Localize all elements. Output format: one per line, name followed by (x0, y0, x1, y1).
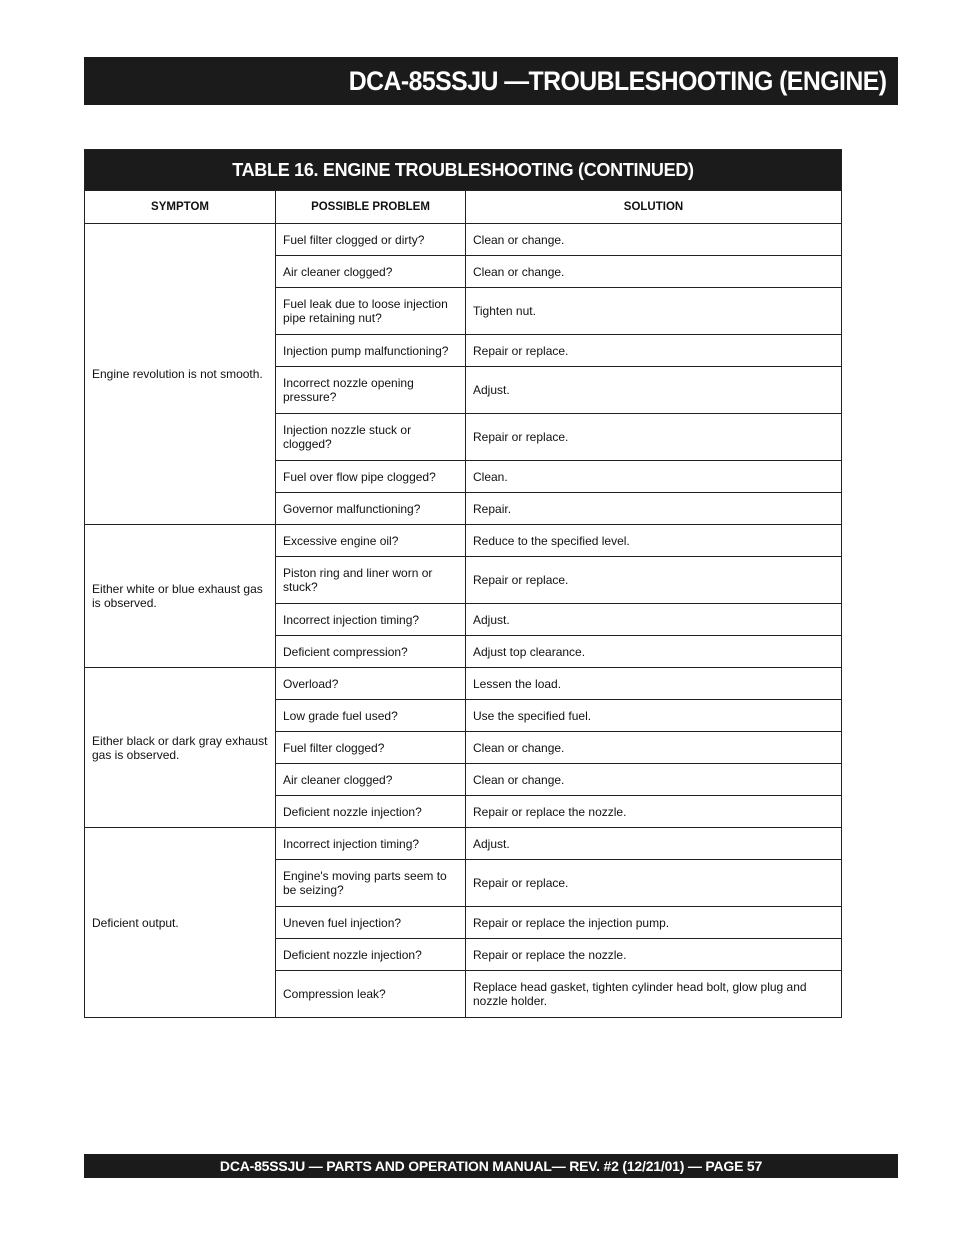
solution-cell: Repair or replace the injection pump. (466, 907, 842, 939)
possible-problem-cell: Uneven fuel injection? (276, 907, 466, 939)
solution-cell: Clean or change. (466, 732, 842, 764)
possible-problem-cell: Deficient compression? (276, 636, 466, 668)
symptom-cell: Deficient output. (85, 828, 276, 1018)
possible-problem-cell: Incorrect injection timing? (276, 828, 466, 860)
page-title: DCA-85SSJU —TROUBLESHOOTING (ENGINE) (348, 65, 886, 96)
possible-problem-cell: Governor malfunctioning? (276, 493, 466, 525)
possible-problem-cell: Injection pump malfunctioning? (276, 335, 466, 367)
possible-problem-cell: Air cleaner clogged? (276, 764, 466, 796)
page-footer-bar (84, 1154, 898, 1178)
possible-problem-cell: Incorrect injection timing? (276, 604, 466, 636)
possible-problem-cell: Piston ring and liner worn or stuck? (276, 557, 466, 604)
table-row (85, 828, 842, 860)
table-row (85, 668, 842, 700)
column-header-solution: SOLUTION (466, 191, 842, 224)
possible-problem-cell: Fuel over flow pipe clogged? (276, 461, 466, 493)
possible-problem-cell: Fuel leak due to loose injection pipe retaining nut? (276, 288, 466, 335)
solution-cell: Repair or replace the nozzle. (466, 939, 842, 971)
solution-cell: Repair or replace the nozzle. (466, 796, 842, 828)
table-row (85, 525, 842, 557)
solution-cell: Clean or change. (466, 764, 842, 796)
possible-problem-cell: Fuel filter clogged? (276, 732, 466, 764)
solution-cell: Clean. (466, 461, 842, 493)
column-header-symptom: SYMPTOM (85, 191, 276, 224)
solution-cell: Reduce to the specified level. (466, 525, 842, 557)
table-row (85, 224, 842, 256)
possible-problem-cell: Excessive engine oil? (276, 525, 466, 557)
possible-problem-cell: Air cleaner clogged? (276, 256, 466, 288)
table-title: TABLE 16. ENGINE TROUBLESHOOTING (CONTINUED) (85, 150, 842, 191)
solution-cell: Tighten nut. (466, 288, 842, 335)
solution-cell: Adjust. (466, 604, 842, 636)
solution-cell: Replace head gasket, tighten cylinder head bolt, glow plug and nozzle holder. (466, 971, 842, 1018)
solution-cell: Repair or replace. (466, 335, 842, 367)
solution-cell: Use the specified fuel. (466, 700, 842, 732)
table-body (85, 224, 842, 1018)
solution-cell: Repair or replace. (466, 860, 842, 907)
possible-problem-cell: Incorrect nozzle opening pressure? (276, 367, 466, 414)
solution-cell: Clean or change. (466, 224, 842, 256)
solution-cell: Lessen the load. (466, 668, 842, 700)
solution-cell: Clean or change. (466, 256, 842, 288)
solution-cell: Repair or replace. (466, 414, 842, 461)
symptom-cell: Engine revolution is not smooth. (85, 224, 276, 525)
troubleshooting-table (84, 149, 842, 1018)
possible-problem-cell: Overload? (276, 668, 466, 700)
solution-cell: Adjust. (466, 828, 842, 860)
possible-problem-cell: Deficient nozzle injection? (276, 939, 466, 971)
possible-problem-cell: Engine's moving parts seem to be seizing? (276, 860, 466, 907)
solution-cell: Repair. (466, 493, 842, 525)
possible-problem-cell: Low grade fuel used? (276, 700, 466, 732)
symptom-cell: Either black or dark gray exhaust gas is observed. (85, 668, 276, 828)
symptom-cell: Either white or blue exhaust gas is observed. (85, 525, 276, 668)
solution-cell: Repair or replace. (466, 557, 842, 604)
footer-text: DCA-85SSJU — PARTS AND OPERATION MANUAL— REV. #2 (12/21/01) — PAGE 57 (219, 1158, 763, 1174)
possible-problem-cell: Compression leak? (276, 971, 466, 1018)
possible-problem-cell: Deficient nozzle injection? (276, 796, 466, 828)
column-header-possible-problem: POSSIBLE PROBLEM (276, 191, 466, 224)
page-header-bar (84, 57, 898, 105)
possible-problem-cell: Fuel filter clogged or dirty? (276, 224, 466, 256)
solution-cell: Adjust top clearance. (466, 636, 842, 668)
possible-problem-cell: Injection nozzle stuck or clogged? (276, 414, 466, 461)
solution-cell: Adjust. (466, 367, 842, 414)
